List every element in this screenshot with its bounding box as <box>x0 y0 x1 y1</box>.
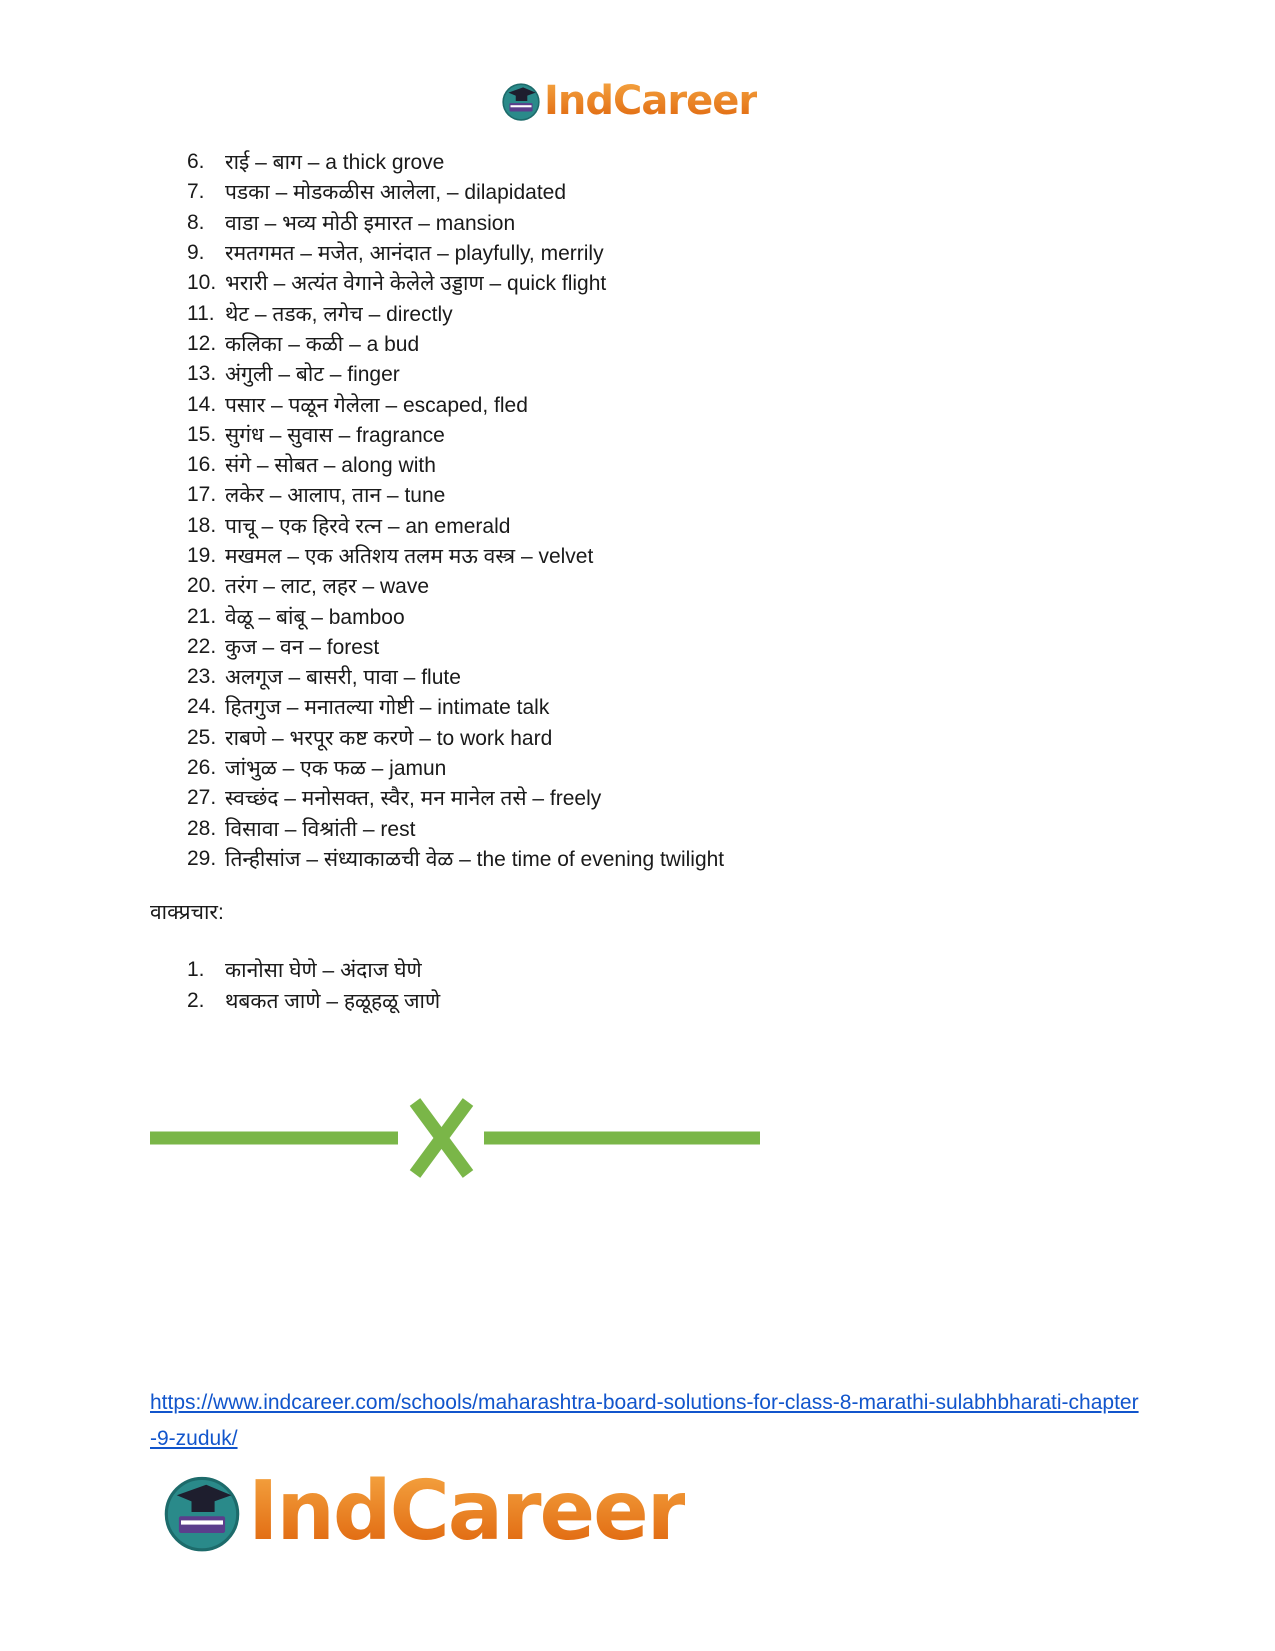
list-item <box>187 753 724 783</box>
indcareer-logo-bottom <box>160 1464 686 1559</box>
source-link[interactable]: https://www.indcareer.com/schools/maharashtra-board-solutions-for-class-8-marathi-sulabhbharati-chapter-9-zuduk/ <box>150 1391 1139 1450</box>
item-number: 14. <box>187 392 217 416</box>
list-item <box>187 177 724 207</box>
item-number: 21. <box>187 604 217 628</box>
item-number: 26. <box>187 756 217 780</box>
item-text: थेट – तडक, लगेच – directly <box>225 302 453 326</box>
list-item <box>187 692 724 722</box>
vocabulary-list <box>187 147 724 874</box>
list-item <box>187 359 724 389</box>
list-item <box>187 511 724 541</box>
item-text: जांभुळ – एक फळ – jamun <box>225 757 447 781</box>
item-text: राबणे – भरपूर कष्ट करणे – to work hard <box>225 726 553 750</box>
item-number: 20. <box>187 574 217 598</box>
item-text: थबकत जाणे – हळूहळू जाणे <box>225 989 441 1013</box>
graduation-globe-icon <box>500 80 542 122</box>
item-number: 18. <box>187 513 217 537</box>
item-text: वेळू – बांबू – bamboo <box>225 605 405 629</box>
item-text: रमतगमत – मजेत, आनंदात – playfully, merrily <box>225 242 604 266</box>
item-text: वाडा – भव्य मोठी इमारत – mansion <box>225 211 516 235</box>
list-item <box>187 208 724 238</box>
item-number: 22. <box>187 634 217 658</box>
logo-wordmark: IndCareer <box>544 78 758 124</box>
list-item <box>187 723 724 753</box>
list-item <box>187 450 724 480</box>
item-number: 6. <box>187 150 205 174</box>
item-text: पडका – मोडकळीस आलेला, – dilapidated <box>225 181 567 205</box>
item-number: 7. <box>187 180 205 204</box>
item-text: विसावा – विश्रांती – rest <box>225 817 416 841</box>
item-text: कलिका – कळी – a bud <box>225 332 420 356</box>
item-number: 27. <box>187 786 217 810</box>
list-item <box>187 783 724 813</box>
list-item <box>187 541 724 571</box>
list-item <box>187 389 724 419</box>
item-number: 25. <box>187 725 217 749</box>
item-number: 17. <box>187 483 217 507</box>
item-text: हितगुज – मनातल्या गोष्टी – intimate talk <box>225 696 550 720</box>
list-item <box>187 662 724 692</box>
item-text: कुज – वन – forest <box>225 635 380 659</box>
item-number: 15. <box>187 422 217 446</box>
item-number: 1. <box>187 958 205 982</box>
logo-wordmark: IndCareer <box>248 1464 686 1559</box>
phrases-heading: वाक्प्रचार: <box>150 901 224 924</box>
item-text: राई – बाग – a thick grove <box>225 151 445 175</box>
item-number: 8. <box>187 210 205 234</box>
item-number: 10. <box>187 271 217 295</box>
list-item <box>187 420 724 450</box>
item-number: 24. <box>187 695 217 719</box>
item-text: पसार – पळून गेलेला – escaped, fled <box>225 393 528 417</box>
item-number: 11. <box>187 301 215 325</box>
section-separator <box>150 1098 760 1178</box>
item-text: अंगुली – बोट – finger <box>225 363 400 387</box>
item-text: संगे – सोबत – along with <box>225 454 436 478</box>
cross-icon <box>415 1102 468 1174</box>
item-text: अलगूज – बासरी, पावा – flute <box>225 666 461 690</box>
item-text: कानोसा घेणे – अंदाज घेणे <box>225 959 422 983</box>
phrases-list <box>187 955 440 1016</box>
item-number: 13. <box>187 362 217 386</box>
list-item <box>187 986 440 1017</box>
item-number: 2. <box>187 988 205 1012</box>
item-number: 16. <box>187 453 217 477</box>
item-text: तरंग – लाट, लहर – wave <box>225 575 430 599</box>
item-number: 19. <box>187 544 217 567</box>
item-text: मखमल – एक अतिशय तलम मऊ वस्त्र – velvet <box>225 545 594 568</box>
item-text: सुगंध – सुवास – fragrance <box>225 423 445 447</box>
item-number: 9. <box>187 241 205 265</box>
list-item <box>187 601 724 631</box>
item-text: भरारी – अत्यंत वेगाने केलेले उड्डाण – quick flight <box>225 272 607 296</box>
list-item <box>187 329 724 359</box>
item-text: पाचू – एक हिरवे रत्न – an emerald <box>225 514 511 538</box>
list-item <box>187 298 724 328</box>
list-item <box>187 632 724 662</box>
list-item <box>187 955 440 986</box>
item-text: लकेर – आलाप, तान – tune <box>225 484 446 508</box>
list-item <box>187 571 724 601</box>
item-number: 12. <box>187 331 217 355</box>
item-text: स्वच्छंद – मनोसक्त, स्वैर, मन मानेल तसे – freely <box>225 787 602 811</box>
list-item <box>187 238 724 268</box>
indcareer-logo-top <box>500 80 757 122</box>
list-item <box>187 814 724 844</box>
item-text: तिन्हीसांज – संध्याकाळची वेळ – the time of evening twilight <box>225 847 725 871</box>
item-number: 29. <box>187 846 217 870</box>
list-item <box>187 844 724 874</box>
list-item <box>187 480 724 510</box>
item-number: 28. <box>187 816 217 840</box>
list-item <box>187 147 724 177</box>
item-number: 23. <box>187 665 217 689</box>
graduation-globe-icon <box>160 1470 244 1554</box>
list-item <box>187 268 724 298</box>
